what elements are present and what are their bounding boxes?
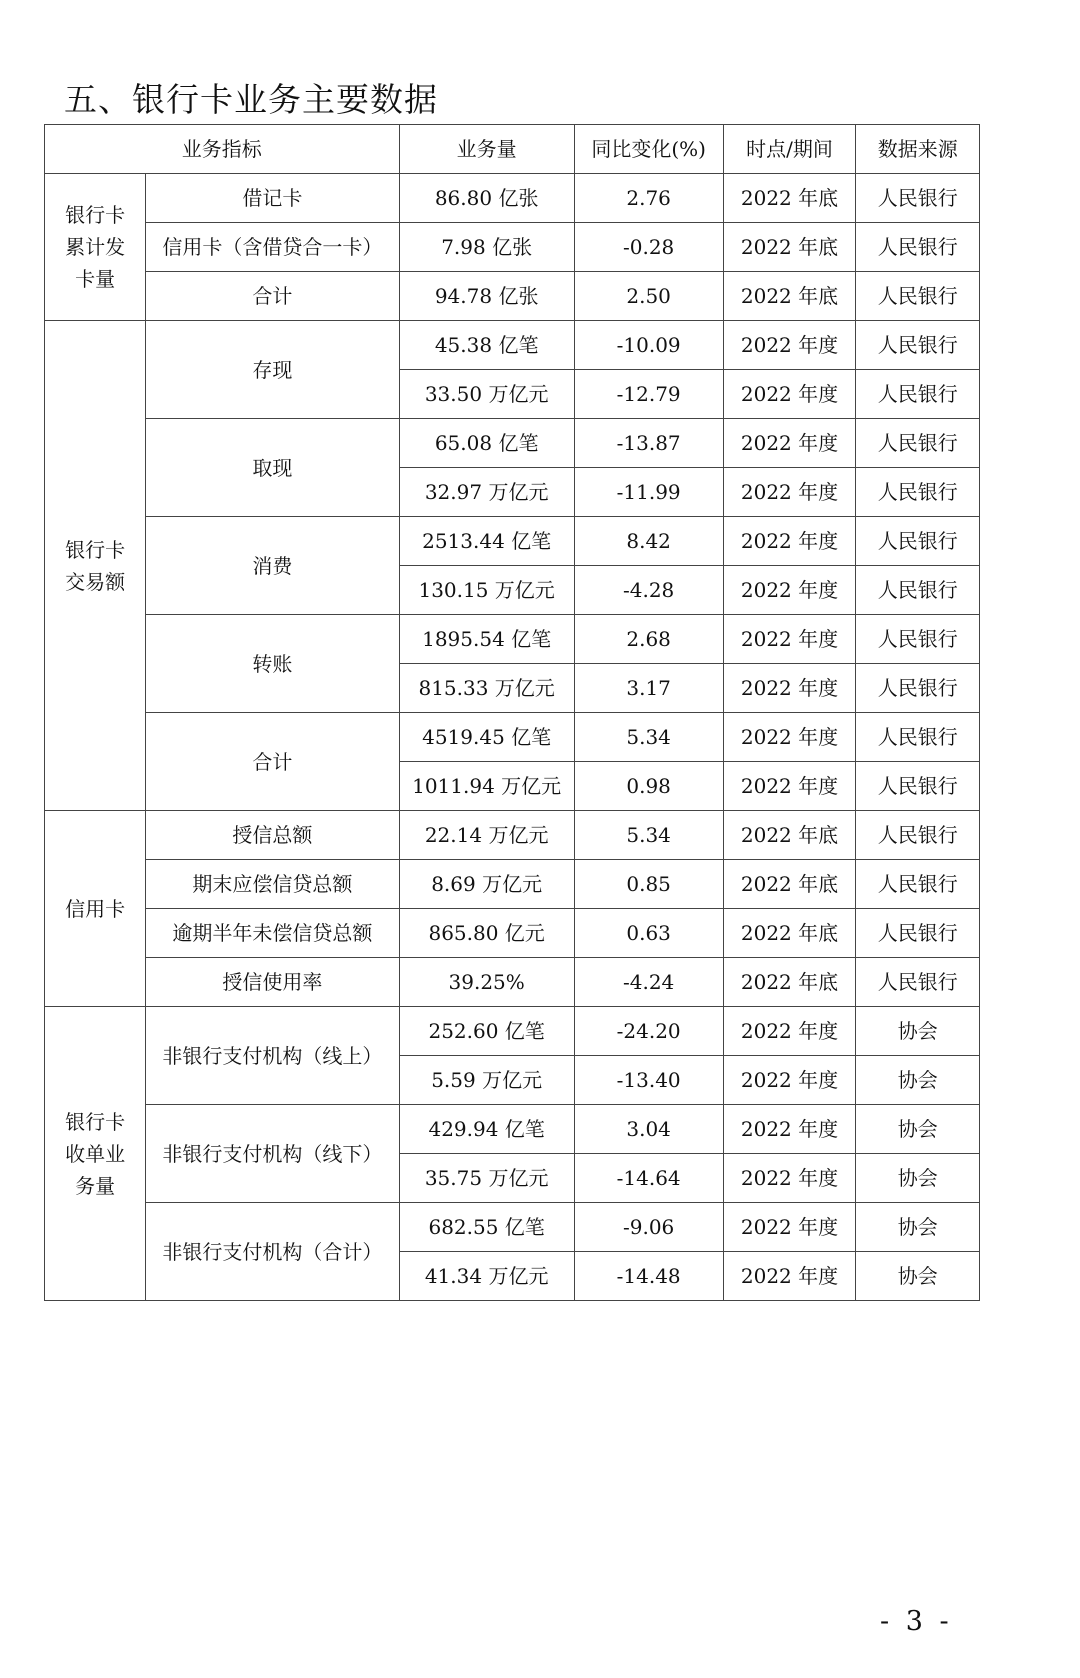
volume-cell: 1011.94 万亿元 bbox=[399, 762, 574, 811]
volume-cell: 252.60 亿笔 bbox=[399, 1007, 574, 1056]
source-cell: 人民银行 bbox=[856, 909, 980, 958]
source-cell: 人民银行 bbox=[856, 860, 980, 909]
source-cell: 协会 bbox=[856, 1105, 980, 1154]
source-cell: 人民银行 bbox=[856, 223, 980, 272]
yoy-cell: 0.98 bbox=[574, 762, 723, 811]
source-cell: 人民银行 bbox=[856, 615, 980, 664]
period-cell: 2022 年度 bbox=[723, 370, 856, 419]
indicator-label: 转账 bbox=[146, 615, 399, 713]
yoy-cell: 2.50 bbox=[574, 272, 723, 321]
volume-cell: 39.25% bbox=[399, 958, 574, 1007]
group-label: 银行卡交易额 bbox=[45, 321, 146, 811]
volume-cell: 5.59 万亿元 bbox=[399, 1056, 574, 1105]
table-row bbox=[45, 174, 980, 223]
yoy-cell: -13.87 bbox=[574, 419, 723, 468]
volume-cell: 32.97 万亿元 bbox=[399, 468, 574, 517]
indicator-label: 合计 bbox=[146, 713, 399, 811]
table-row bbox=[45, 713, 980, 762]
source-cell: 协会 bbox=[856, 1007, 980, 1056]
table-row bbox=[45, 517, 980, 566]
volume-cell: 22.14 万亿元 bbox=[399, 811, 574, 860]
period-cell: 2022 年度 bbox=[723, 1007, 856, 1056]
volume-cell: 429.94 亿笔 bbox=[399, 1105, 574, 1154]
yoy-cell: 3.04 bbox=[574, 1105, 723, 1154]
volume-cell: 35.75 万亿元 bbox=[399, 1154, 574, 1203]
table-header bbox=[45, 125, 980, 174]
source-cell: 协会 bbox=[856, 1056, 980, 1105]
period-cell: 2022 年度 bbox=[723, 1252, 856, 1301]
period-cell: 2022 年底 bbox=[723, 909, 856, 958]
period-cell: 2022 年度 bbox=[723, 1203, 856, 1252]
period-cell: 2022 年底 bbox=[723, 174, 856, 223]
volume-cell: 33.50 万亿元 bbox=[399, 370, 574, 419]
source-cell: 人民银行 bbox=[856, 321, 980, 370]
indicator-label: 非银行支付机构（线下） bbox=[146, 1105, 399, 1203]
source-cell: 协会 bbox=[856, 1203, 980, 1252]
period-cell: 2022 年度 bbox=[723, 468, 856, 517]
source-cell: 人民银行 bbox=[856, 713, 980, 762]
source-cell: 人民银行 bbox=[856, 419, 980, 468]
source-cell: 人民银行 bbox=[856, 664, 980, 713]
group-label: 信用卡 bbox=[45, 811, 146, 1007]
volume-cell: 2513.44 亿笔 bbox=[399, 517, 574, 566]
bank-card-data-table bbox=[44, 124, 980, 1301]
volume-cell: 8.69 万亿元 bbox=[399, 860, 574, 909]
yoy-cell: -10.09 bbox=[574, 321, 723, 370]
yoy-cell: -0.28 bbox=[574, 223, 723, 272]
yoy-cell: 2.68 bbox=[574, 615, 723, 664]
table-row bbox=[45, 1007, 980, 1056]
header-period: 时点/期间 bbox=[723, 125, 856, 174]
indicator-label: 授信总额 bbox=[146, 811, 399, 860]
yoy-cell: 5.34 bbox=[574, 811, 723, 860]
indicator-label: 借记卡 bbox=[146, 174, 399, 223]
period-cell: 2022 年度 bbox=[723, 664, 856, 713]
source-cell: 人民银行 bbox=[856, 174, 980, 223]
period-cell: 2022 年底 bbox=[723, 223, 856, 272]
yoy-cell: 2.76 bbox=[574, 174, 723, 223]
period-cell: 2022 年底 bbox=[723, 958, 856, 1007]
period-cell: 2022 年度 bbox=[723, 1056, 856, 1105]
volume-cell: 65.08 亿笔 bbox=[399, 419, 574, 468]
table-row bbox=[45, 321, 980, 370]
source-cell: 人民银行 bbox=[856, 811, 980, 860]
yoy-cell: -9.06 bbox=[574, 1203, 723, 1252]
header-row bbox=[45, 125, 980, 174]
source-cell: 协会 bbox=[856, 1252, 980, 1301]
table-row bbox=[45, 272, 980, 321]
source-cell: 人民银行 bbox=[856, 566, 980, 615]
yoy-cell: -4.24 bbox=[574, 958, 723, 1007]
group-label: 银行卡收单业务量 bbox=[45, 1007, 146, 1301]
source-cell: 人民银行 bbox=[856, 370, 980, 419]
yoy-cell: -14.64 bbox=[574, 1154, 723, 1203]
period-cell: 2022 年度 bbox=[723, 762, 856, 811]
table-row bbox=[45, 1203, 980, 1252]
yoy-cell: 8.42 bbox=[574, 517, 723, 566]
source-cell: 人民银行 bbox=[856, 272, 980, 321]
yoy-cell: -24.20 bbox=[574, 1007, 723, 1056]
indicator-label: 存现 bbox=[146, 321, 399, 419]
volume-cell: 682.55 亿笔 bbox=[399, 1203, 574, 1252]
period-cell: 2022 年度 bbox=[723, 1154, 856, 1203]
period-cell: 2022 年度 bbox=[723, 615, 856, 664]
table-row bbox=[45, 958, 980, 1007]
source-cell: 人民银行 bbox=[856, 517, 980, 566]
volume-cell: 815.33 万亿元 bbox=[399, 664, 574, 713]
yoy-cell: 5.34 bbox=[574, 713, 723, 762]
header-yoy: 同比变化(%) bbox=[574, 125, 723, 174]
yoy-cell: -13.40 bbox=[574, 1056, 723, 1105]
table-row bbox=[45, 860, 980, 909]
period-cell: 2022 年度 bbox=[723, 1105, 856, 1154]
table-row bbox=[45, 223, 980, 272]
period-cell: 2022 年度 bbox=[723, 321, 856, 370]
table-row bbox=[45, 811, 980, 860]
period-cell: 2022 年底 bbox=[723, 860, 856, 909]
indicator-label: 消费 bbox=[146, 517, 399, 615]
yoy-cell: -4.28 bbox=[574, 566, 723, 615]
header-source: 数据来源 bbox=[856, 125, 980, 174]
period-cell: 2022 年度 bbox=[723, 517, 856, 566]
source-cell: 协会 bbox=[856, 1154, 980, 1203]
yoy-cell: 0.85 bbox=[574, 860, 723, 909]
volume-cell: 86.80 亿张 bbox=[399, 174, 574, 223]
source-cell: 人民银行 bbox=[856, 468, 980, 517]
indicator-label: 非银行支付机构（线上） bbox=[146, 1007, 399, 1105]
indicator-label: 期末应偿信贷总额 bbox=[146, 860, 399, 909]
volume-cell: 1895.54 亿笔 bbox=[399, 615, 574, 664]
indicator-label: 非银行支付机构（合计） bbox=[146, 1203, 399, 1301]
period-cell: 2022 年度 bbox=[723, 566, 856, 615]
volume-cell: 7.98 亿张 bbox=[399, 223, 574, 272]
period-cell: 2022 年度 bbox=[723, 419, 856, 468]
source-cell: 人民银行 bbox=[856, 958, 980, 1007]
volume-cell: 865.80 亿元 bbox=[399, 909, 574, 958]
yoy-cell: -12.79 bbox=[574, 370, 723, 419]
volume-cell: 45.38 亿笔 bbox=[399, 321, 574, 370]
table-row bbox=[45, 419, 980, 468]
indicator-label: 逾期半年未偿信贷总额 bbox=[146, 909, 399, 958]
table-row bbox=[45, 1105, 980, 1154]
table-body bbox=[45, 174, 980, 1301]
yoy-cell: 0.63 bbox=[574, 909, 723, 958]
indicator-label: 信用卡（含借贷合一卡） bbox=[146, 223, 399, 272]
indicator-label: 取现 bbox=[146, 419, 399, 517]
source-cell: 人民银行 bbox=[856, 762, 980, 811]
period-cell: 2022 年底 bbox=[723, 272, 856, 321]
page-title: 五、银行卡业务主要数据 bbox=[64, 80, 438, 119]
period-cell: 2022 年度 bbox=[723, 713, 856, 762]
indicator-label: 合计 bbox=[146, 272, 399, 321]
page-number: - 3 - bbox=[880, 1606, 953, 1637]
table-row bbox=[45, 615, 980, 664]
header-volume: 业务量 bbox=[399, 125, 574, 174]
group-label: 银行卡累计发卡量 bbox=[45, 174, 146, 321]
yoy-cell: -11.99 bbox=[574, 468, 723, 517]
volume-cell: 4519.45 亿笔 bbox=[399, 713, 574, 762]
volume-cell: 130.15 万亿元 bbox=[399, 566, 574, 615]
indicator-label: 授信使用率 bbox=[146, 958, 399, 1007]
volume-cell: 41.34 万亿元 bbox=[399, 1252, 574, 1301]
table-row bbox=[45, 909, 980, 958]
yoy-cell: 3.17 bbox=[574, 664, 723, 713]
volume-cell: 94.78 亿张 bbox=[399, 272, 574, 321]
yoy-cell: -14.48 bbox=[574, 1252, 723, 1301]
period-cell: 2022 年底 bbox=[723, 811, 856, 860]
header-indicator: 业务指标 bbox=[45, 125, 400, 174]
